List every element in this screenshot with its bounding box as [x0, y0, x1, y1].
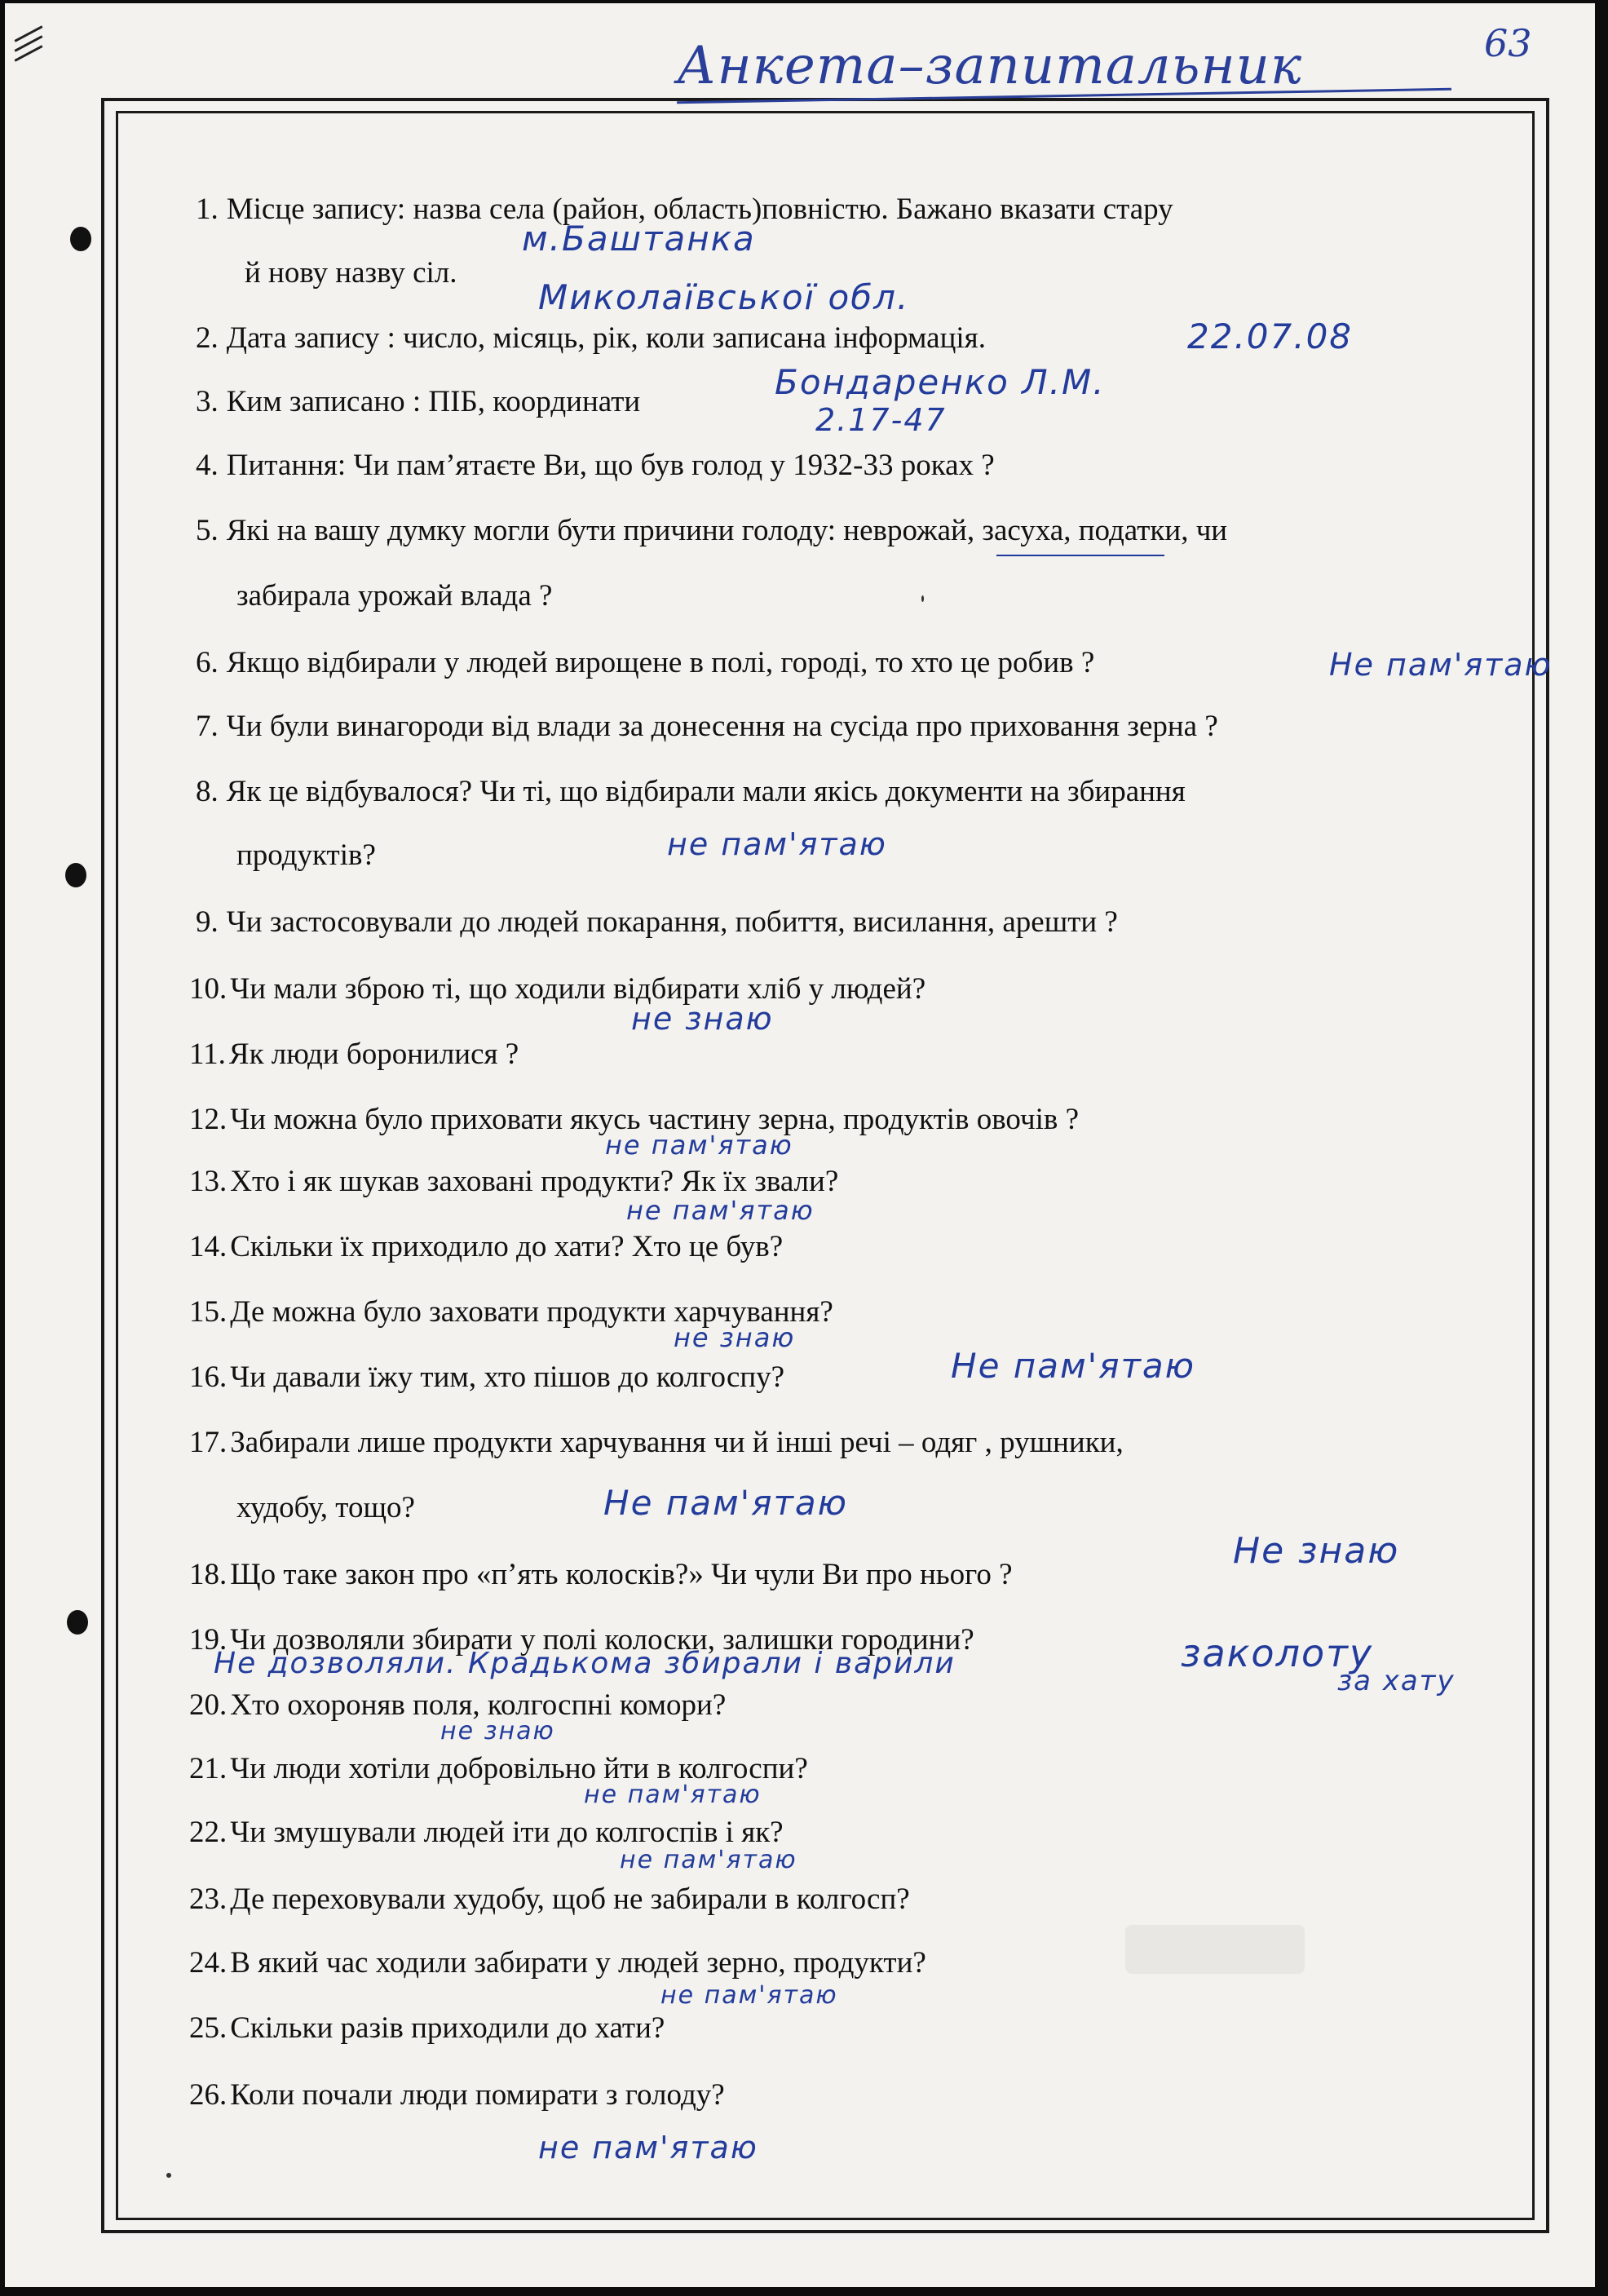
question-number: 16.	[189, 1360, 228, 1394]
question-23	[189, 1884, 910, 1914]
answer-11: не знаю	[631, 1001, 774, 1037]
ink-dot	[166, 2173, 171, 2178]
question-number: 8.	[196, 775, 219, 808]
answer-18: Не знаю	[1233, 1530, 1400, 1572]
question-text: Коли почали люди помирати з голоду?	[230, 2078, 725, 2112]
question-11	[189, 1039, 519, 1069]
question-number: 26.	[189, 2078, 228, 2112]
answer-8: не пам'ятаю	[667, 826, 887, 862]
question-18	[189, 1559, 1013, 1590]
question-number: 25.	[189, 2011, 228, 2045]
question-number: 7.	[196, 710, 219, 743]
question-text: Чи дозволяли збирати у полі колоски, залишки городини?	[230, 1623, 974, 1657]
question-text: Чи були винагороди від влади за донесення на сусіда про приховання зерна ?	[226, 710, 1218, 743]
answer-14: не пам'ятаю	[626, 1195, 815, 1226]
question-6	[196, 648, 1094, 678]
question-text: В який час ходили забирати у людей зерно, продукти?	[230, 1946, 926, 1980]
question-number: 5.	[196, 514, 219, 547]
question-20	[189, 1690, 726, 1720]
question-number: 2.	[196, 321, 219, 355]
answer-16: Не пам'ятаю	[951, 1346, 1196, 1386]
question-14	[189, 1232, 783, 1262]
question-1-continuation: й нову назву сіл.	[245, 256, 457, 290]
question-26	[189, 2080, 725, 2110]
question-number: 17.	[189, 1426, 228, 1459]
question-number: 24.	[189, 1946, 228, 1980]
question-number: 23.	[189, 1882, 228, 1916]
question-text: Скільки разів приходили до хати?	[230, 2011, 665, 2045]
question-8	[196, 776, 1186, 807]
question-10	[189, 974, 925, 1004]
answer-13: не пам'ятаю	[605, 1130, 793, 1161]
answer-1-region: Миколаївської обл.	[538, 277, 910, 317]
question-16	[189, 1362, 784, 1392]
binder-marks	[13, 33, 46, 82]
question-text: Дата запису : число, місяць, рік, коли записана інформація.	[226, 321, 986, 355]
question-number: 12.	[189, 1103, 228, 1136]
question-21	[189, 1754, 808, 1784]
question-3	[196, 387, 640, 417]
question-text: Що таке закон про «п’ять колосків?» Чи чули Ви про нього ?	[230, 1558, 1013, 1591]
answer-6: Не пам'ятаю	[1329, 647, 1553, 683]
answer-26: не пам'ятаю	[538, 2130, 758, 2165]
question-text: Де можна було заховати продукти харчування?	[230, 1295, 833, 1329]
question-number: 14.	[189, 1230, 228, 1263]
punch-hole-bottom	[67, 1610, 88, 1635]
document-title-handwritten	[677, 36, 1476, 114]
question-5	[196, 515, 1227, 546]
question-8-continuation: продуктів?	[236, 838, 376, 872]
answer-25: не пам'ятаю	[660, 1981, 838, 2010]
question-text: Питання: Чи пам’ятаєте Ви, що був голод у 1932-33 роках ?	[226, 449, 995, 482]
question-number: 6.	[196, 646, 219, 679]
question-17	[189, 1427, 1124, 1458]
question-text: Чи люди хотіли добровільно йти в колгоспи?	[230, 1752, 808, 1785]
question-number: 15.	[189, 1295, 228, 1329]
question-text: Чи давали їжу тим, хто пішов до колгоспу?	[230, 1360, 785, 1394]
question-22	[189, 1817, 784, 1847]
page-number: 63	[1484, 21, 1532, 65]
answer-3-name: Бондаренко Л.М.	[775, 362, 1106, 402]
ink-mark	[921, 595, 924, 602]
question-text: Які на вашу думку могли бути причини голоду: неврожай, засуха, податки, чи	[226, 514, 1228, 547]
question-7	[196, 711, 1218, 741]
question-24	[189, 1948, 926, 1978]
question-number: 9.	[196, 905, 219, 939]
question-text: Чи застосовували до людей покарання, побиття, висилання, арешти ?	[226, 905, 1118, 939]
answer-1-village: м.Баштанка	[522, 219, 756, 259]
question-text: Хто і як шукав заховані продукти? Як їх звали?	[230, 1165, 839, 1198]
question-number: 1.	[196, 192, 219, 226]
punch-hole-middle	[65, 863, 86, 887]
answer-22: не пам'ятаю	[584, 1781, 762, 1809]
question-text: Чи змушували людей іти до колгоспів і як?	[230, 1816, 784, 1849]
question-number: 22.	[189, 1816, 228, 1849]
question-number: 20.	[189, 1688, 228, 1722]
question-number: 21.	[189, 1752, 228, 1785]
title-text: Анкета–запитальник	[677, 36, 1303, 96]
answer-17: Не пам'ятаю	[603, 1483, 849, 1523]
answer-19-c: за хату	[1337, 1665, 1456, 1697]
answer-16-top: не знаю	[674, 1322, 796, 1353]
answer-3-coords: 2.17-47	[815, 402, 947, 438]
answer-23: не пам'ятаю	[620, 1846, 797, 1874]
question-25	[189, 2013, 665, 2043]
question-number: 19.	[189, 1623, 228, 1657]
question-5-continuation: забирала урожай влада ?	[236, 579, 553, 613]
question-text: Чи мали зброю ті, що ходили відбирати хліб у людей?	[230, 972, 926, 1006]
question-text: Ким записано : ПІБ, координати	[226, 385, 641, 418]
question-text: Місце запису: назва села (район, область)повністю. Бажано вказати стару	[226, 192, 1173, 226]
answer-19-b: заколоту	[1181, 1631, 1374, 1675]
question-text: Якщо відбирали у людей вирощене в полі, городі, то хто це робив ?	[226, 646, 1095, 679]
question-17-continuation: худобу, тощо?	[236, 1491, 415, 1524]
faded-stamp-mark	[1125, 1925, 1305, 1974]
question-4	[196, 450, 995, 480]
question-number: 11.	[189, 1037, 226, 1071]
question-number: 18.	[189, 1558, 228, 1591]
answer-5-underline	[996, 555, 1164, 556]
question-13	[189, 1166, 838, 1197]
question-text: Скільки їх приходило до хати? Хто це був?	[230, 1230, 784, 1263]
question-text: Як люди боронилися ?	[228, 1037, 519, 1071]
question-text: Чи можна було приховати якусь частину зерна, продуктів овочів ?	[230, 1103, 1080, 1136]
question-text: Забирали лише продукти харчування чи й інші речі – одяг , рушники,	[230, 1426, 1124, 1459]
question-2	[196, 323, 986, 353]
question-text: Де переховували худобу, щоб не забирали в колгосп?	[230, 1882, 910, 1916]
question-text: Як це відбувалося? Чи ті, що відбирали мали якісь документи на збирання	[226, 775, 1186, 808]
question-number: 13.	[189, 1165, 228, 1198]
punch-hole-top	[70, 227, 91, 251]
question-text: Хто охороняв поля, колгоспні комори?	[230, 1688, 727, 1722]
answer-2-date: 22.07.08	[1187, 316, 1354, 356]
question-9	[196, 907, 1118, 937]
answer-21: не знаю	[440, 1717, 555, 1745]
question-number: 3.	[196, 385, 219, 418]
answer-19: Не дозволяли. Крадькома збирали і варили	[214, 1647, 956, 1680]
question-number: 4.	[196, 449, 219, 482]
question-number: 10.	[189, 972, 228, 1006]
